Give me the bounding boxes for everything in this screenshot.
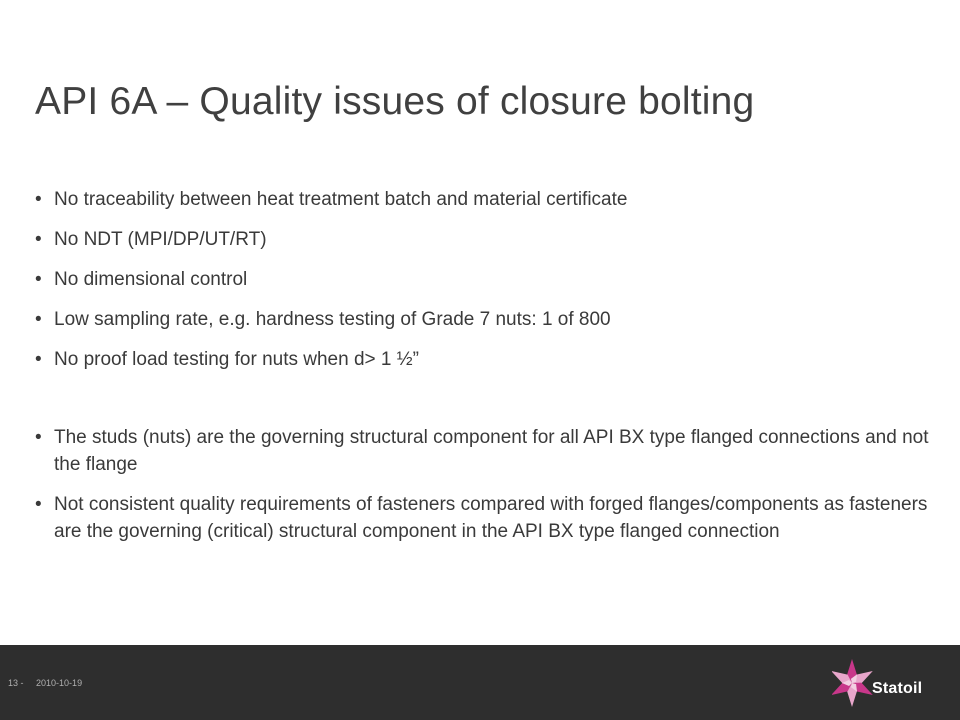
bullet-item [35,306,935,333]
bullet-marker: • [35,269,42,290]
bullet-list [35,186,935,545]
page-number: 13 - [8,678,24,688]
bullet-marker: • [35,189,42,210]
footer-date: 2010-10-19 [36,678,83,688]
bullet-marker: • [35,427,42,448]
bullet-item [35,424,935,478]
bullet-text: No dimensional control [54,269,248,290]
slide-title: API 6A – Quality issues of closure bolting [35,80,755,123]
bullet-text: The studs (nuts) are the governing structural component for all API BX type flanged connections and not the flange [54,427,929,475]
footer-info [8,678,82,688]
bullet-text: Low sampling rate, e.g. hardness testing of Grade 7 nuts: 1 of 800 [54,309,611,330]
bullet-item [35,226,935,253]
bullet-text: No traceability between heat treatment batch and material certificate [54,189,628,210]
footer-bar [0,645,960,720]
bullet-item [35,266,935,293]
logo-text: Statoil [872,680,923,697]
statoil-logo [832,657,952,715]
statoil-star-icon [832,657,874,707]
bullet-marker: • [35,494,42,515]
bullet-item [35,491,935,545]
bullet-item [35,186,935,213]
bullet-text: No NDT (MPI/DP/UT/RT) [54,229,267,250]
bullet-text: No proof load testing for nuts when d> 1 ½” [54,349,419,370]
bullet-marker: • [35,349,42,370]
bullet-text: Not consistent quality requirements of fasteners compared with forged flanges/components as fasteners are the governing (critical) structural component in the API BX type flanged connection [54,494,928,542]
bullet-marker: • [35,309,42,330]
bullet-marker: • [35,229,42,250]
bullet-item [35,346,935,373]
